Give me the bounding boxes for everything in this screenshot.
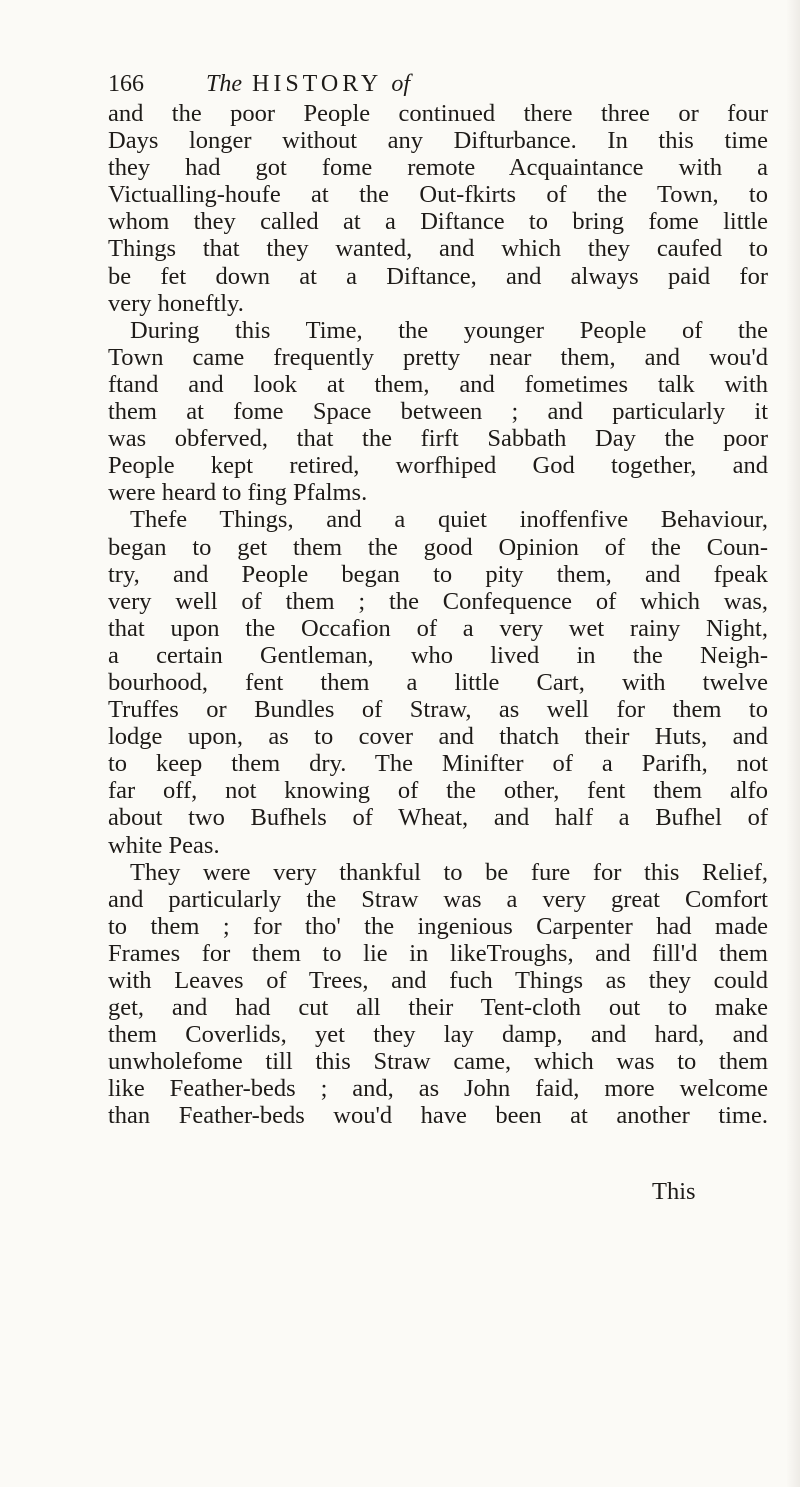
text-line: Frames for them to lie in likeTroughs, and fill'd them (108, 939, 768, 967)
text-line: far off, not knowing of the other, fent them alfo (108, 777, 768, 805)
text-line: Victualling-houfe at the Out-fkirts of the Town, to (108, 181, 768, 209)
text-line: very well of them ; the Confequence of which was, (108, 587, 768, 615)
text-line: they had got fome remote Acquaintance with a (108, 154, 768, 182)
text-line: During this Time, the younger People of the (130, 316, 768, 344)
text-line: were heard to fing Pfalms. (108, 479, 368, 507)
page-number: 166 (108, 71, 144, 97)
text-line: than Feather-beds wou'd have been at another time. (108, 1102, 768, 1130)
text-line: bourhood, fent them a little Cart, with twelve (108, 668, 768, 696)
running-header (108, 66, 748, 102)
text-line: Days longer without any Difturbance. In this time (108, 127, 768, 155)
text-line: and the poor People continued there three or four (108, 100, 768, 127)
text-line: them at fome Space between ; and particularly it (108, 398, 768, 426)
body-text (108, 100, 768, 1130)
text-line: to keep them dry. The Minifter of a Parifh, not (108, 750, 768, 778)
text-line: was obferved, that the firft Sabbath Day the poor (108, 425, 768, 453)
running-title-tail: of (391, 71, 411, 97)
running-title-main: HISTORY (252, 71, 382, 97)
text-line: unwholefome till this Straw came, which was to them (108, 1048, 768, 1076)
text-line: Things that they wanted, and which they caufed to (108, 235, 768, 263)
text-line: about two Bufhels of Wheat, and half a Bufhel of (108, 804, 768, 832)
catchword: This (652, 1178, 696, 1205)
text-line: They were very thankful to be fure for this Relief, (130, 858, 768, 886)
text-line: try, and People began to pity them, and fpeak (108, 560, 768, 588)
text-line: Truffes or Bundles of Straw, as well for them to (108, 696, 768, 724)
text-line: white Peas. (108, 831, 220, 859)
text-line: whom they called at a Diftance to bring fome little (108, 208, 768, 236)
text-line: very honeftly. (108, 289, 244, 317)
page-edge-shadow (786, 0, 800, 1487)
running-title (206, 66, 410, 102)
text-line: and particularly the Straw was a very great Comfort (108, 885, 768, 913)
text-line: them Coverlids, yet they lay damp, and hard, and (108, 1021, 768, 1049)
running-title-article: The (206, 71, 242, 97)
text-line: with Leaves of Trees, and fuch Things as they could (108, 967, 768, 994)
text-line: began to get them the good Opinion of the Coun- (108, 533, 768, 561)
text-line: People kept retired, worfhiped God together, and (108, 452, 768, 480)
text-line: to them ; for tho' the ingenious Carpenter had made (108, 912, 768, 940)
text-line: ftand and look at them, and fometimes talk with (108, 370, 768, 398)
text-line: lodge upon, as to cover and thatch their Huts, and (108, 723, 768, 751)
text-line: Thefe Things, and a quiet inoffenfive Behaviour, (130, 506, 768, 534)
text-line: Town came frequently pretty near them, and wou'd (108, 343, 768, 371)
text-line: that upon the Occafion of a very wet rainy Night, (108, 614, 768, 642)
text-line: be fet down at a Diftance, and always paid for (108, 262, 768, 290)
text-line: get, and had cut all their Tent-cloth out to make (108, 994, 768, 1022)
text-line: a certain Gentleman, who lived in the Neigh- (108, 641, 768, 669)
text-line: like Feather-beds ; and, as John faid, more welcome (108, 1075, 768, 1103)
